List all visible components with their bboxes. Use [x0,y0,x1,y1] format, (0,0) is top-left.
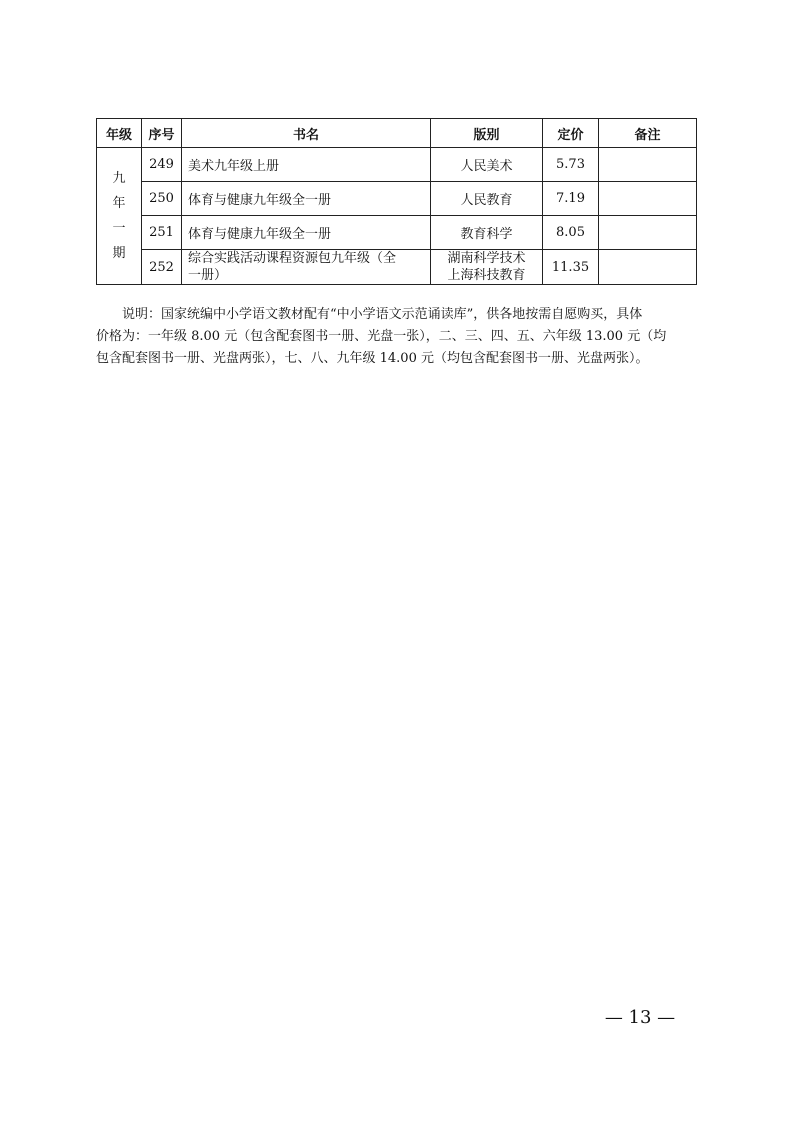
header-note: 备注 [599,119,697,148]
table-row [97,250,697,285]
header-grade: 年级 [97,119,142,148]
price: 11.35 [543,250,599,285]
grade-char: 年 [112,196,126,211]
note [599,250,697,285]
book-title-line: 综合实践活动课程资源包九年级（全 [188,251,397,266]
textbook-price-table [96,118,697,285]
book-title: 美术九年级上册 [182,148,431,182]
row-number: 251 [142,216,182,250]
header-publisher: 版别 [431,119,543,148]
price: 5.73 [543,148,599,182]
table-row [97,148,697,182]
row-number: 252 [142,250,182,285]
grade-char: 九 [112,171,126,186]
publisher: 人民教育 [431,182,543,216]
publisher: 教育科学 [431,216,543,250]
grade-char: 期 [112,246,126,261]
remark-line: 说明：国家统编中小学语文教材配有“中小学语文示范诵读库”，供各地按需自愿购买，具体 [122,307,643,322]
book-title-line: 一册） [188,268,228,283]
header-price: 定价 [543,119,599,148]
book-title: 体育与健康九年级全一册 [182,182,431,216]
row-number: 250 [142,182,182,216]
remark-line: 价格为：一年级 8.00 元（包含配套图书一册、光盘一张），二、三、四、五、六年级 13.00 元（均 [96,329,667,344]
price: 8.05 [543,216,599,250]
publisher-line: 湖南科学技术 [447,251,526,266]
header-title: 书名 [182,119,431,148]
publisher-line: 上海科技教育 [447,268,526,283]
remark-line: 包含配套图书一册、光盘两张），七、八、九年级 14.00 元（均包含配套图书一册、光盘两张）。 [96,351,649,366]
page-number: — 13 — [604,1007,676,1028]
table-row [97,216,697,250]
remark-note [96,304,696,370]
table-header-row [97,119,697,148]
table-row [97,182,697,216]
book-title: 体育与健康九年级全一册 [182,216,431,250]
header-number: 序号 [142,119,182,148]
publisher [431,250,543,285]
note [599,216,697,250]
book-title [182,250,431,285]
grade-cell [97,148,142,285]
note [599,148,697,182]
price: 7.19 [543,182,599,216]
grade-char: 一 [112,221,126,236]
row-number: 249 [142,148,182,182]
publisher: 人民美术 [431,148,543,182]
note [599,182,697,216]
